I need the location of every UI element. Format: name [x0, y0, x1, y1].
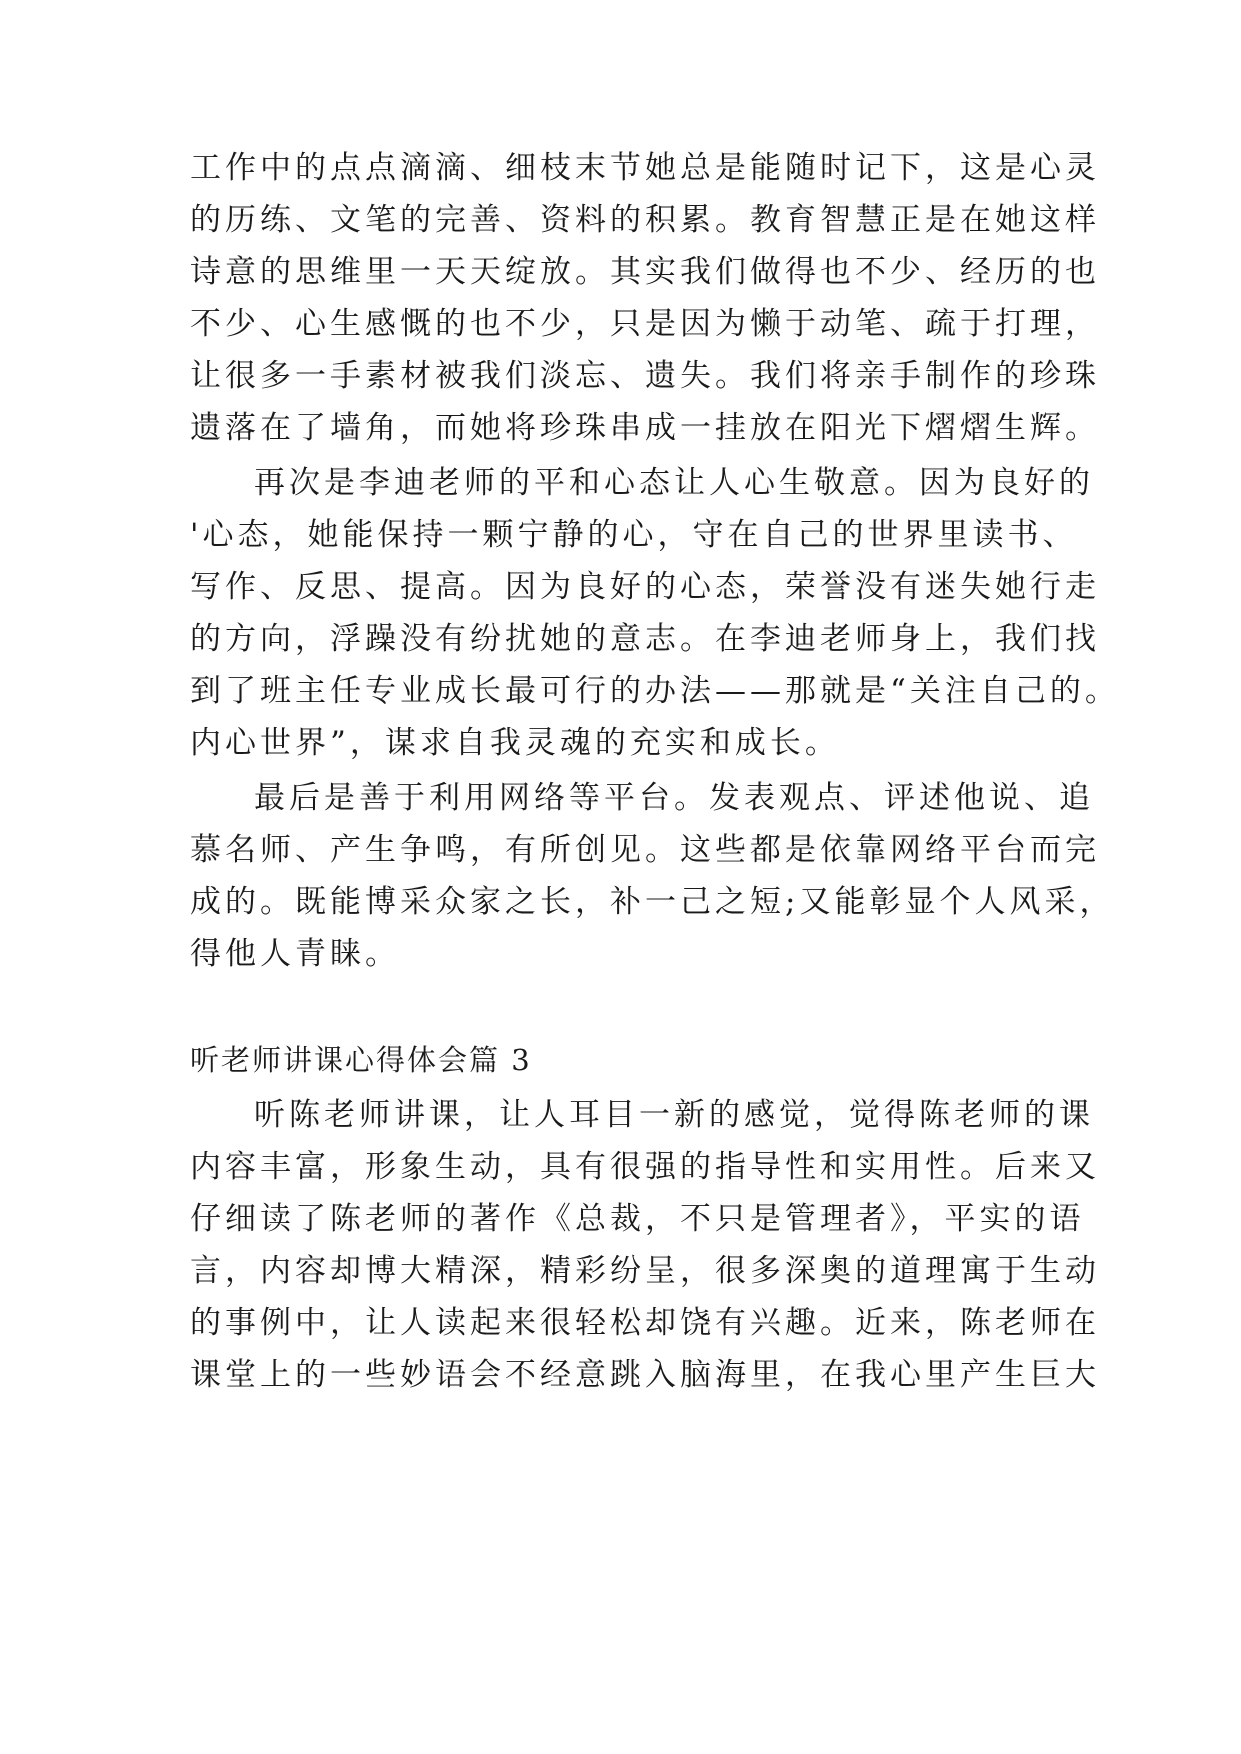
paragraph-3-line-4: 得他人青睐。 — [190, 936, 400, 972]
paragraph-4-line-6: 课堂上的一些妙语会不经意跳入脑海里，在我心里产生巨大 — [190, 1357, 1100, 1393]
paragraph-2-line-5: 到了班主任专业成长最可行的办法——那就是“关注自己的。 — [190, 673, 1120, 709]
paragraph-2-line-6: 内心世界”，谋求自我灵魂的充实和成长。 — [190, 725, 840, 761]
paragraph-2-line-1: 再次是李迪老师的平和心态让人心生敬意。因为良好的 — [254, 465, 1094, 501]
paragraph-1-line-1: 工作中的点点滴滴、细枝末节她总是能随时记下，这是心灵 — [190, 150, 1100, 186]
paragraph-2-line-3: 写作、反思、提高。因为良好的心态，荣誉没有迷失她行走 — [190, 569, 1100, 605]
paragraph-4-line-3: 仔细读了陈老师的著作《总裁，不只是管理者》，平实的语 — [190, 1201, 1085, 1237]
paragraph-3-line-1: 最后是善于利用网络等平台。发表观点、评述他说、追 — [254, 780, 1094, 816]
paragraph-2-line-2: '心态，她能保持一颗宁静的心，守在自己的世界里读书、 — [190, 517, 1078, 553]
paragraph-2-line-4: 的方向，浮躁没有纷扰她的意志。在李迪老师身上，我们找 — [190, 621, 1100, 657]
paragraph-4-line-1: 听陈老师讲课，让人耳目一新的感觉，觉得陈老师的课 — [254, 1097, 1094, 1133]
paragraph-3-line-2: 慕名师、产生争鸣，有所创见。这些都是依靠网络平台而完 — [190, 832, 1100, 868]
paragraph-1-line-5: 让很多一手素材被我们淡忘、遗失。我们将亲手制作的珍珠 — [190, 358, 1100, 394]
paragraph-4-line-5: 的事例中，让人读起来很轻松却饶有兴趣。近来，陈老师在 — [190, 1305, 1100, 1341]
paragraph-4-line-2: 内容丰富，形象生动，具有很强的指导性和实用性。后来又 — [190, 1149, 1100, 1185]
paragraph-1-line-4: 不少、心生感慨的也不少，只是因为懒于动笔、疏于打理， — [190, 306, 1100, 342]
paragraph-4-line-4: 言，内容却博大精深，精彩纷呈，很多深奥的道理寓于生动 — [190, 1253, 1100, 1289]
paragraph-1-line-6: 遗落在了墙角，而她将珍珠串成一挂放在阳光下熠熠生辉。 — [190, 410, 1100, 446]
paragraph-1-line-3: 诗意的思维里一天天绽放。其实我们做得也不少、经历的也 — [190, 254, 1100, 290]
paragraph-1-line-2: 的历练、文笔的完善、资料的积累。教育智慧正是在她这样 — [190, 202, 1100, 238]
section-heading: 听老师讲课心得体会篇 3 — [190, 1043, 532, 1077]
paragraph-3-line-3: 成的。既能博采众家之长，补一己之短;又能彰显个人风采， — [190, 884, 1115, 920]
